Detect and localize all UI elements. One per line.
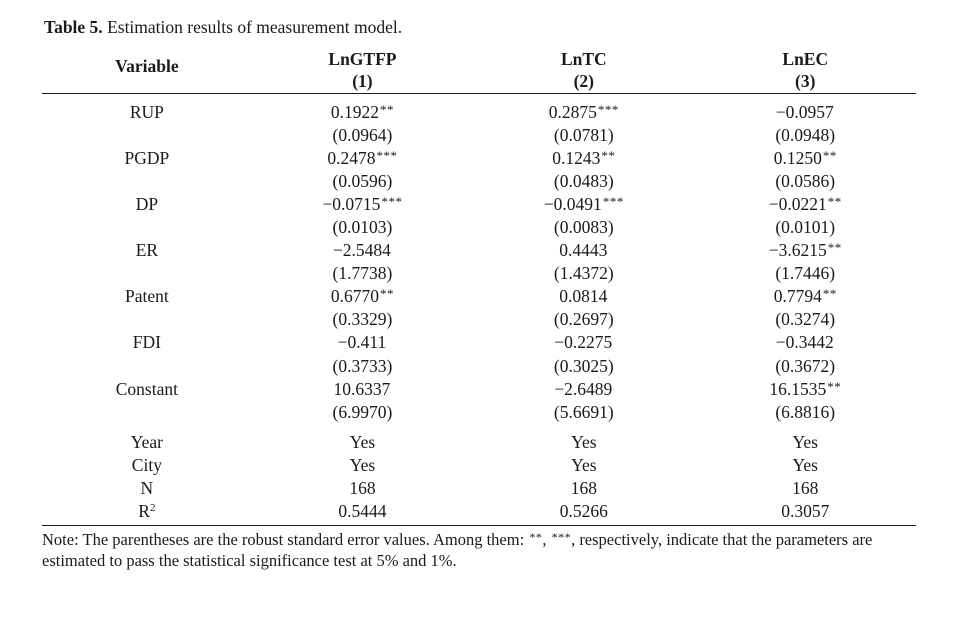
cell-se: (0.3329)	[332, 309, 393, 330]
header-gap-row	[42, 93, 916, 101]
row-variable: Patent	[125, 286, 169, 307]
coef-value: 0.6770	[330, 286, 379, 307]
coef-value: 0.2478	[327, 147, 376, 168]
table-row-summary	[42, 477, 916, 500]
row-variable: PGDP	[124, 147, 170, 168]
cell-se: (0.0103)	[332, 216, 393, 237]
coef-value: 0.2875	[548, 101, 597, 122]
cell-coef	[252, 331, 473, 354]
coef-value: −2.6489	[554, 378, 613, 399]
table-note	[42, 526, 916, 571]
cell-coef	[252, 285, 473, 308]
r-squared-exponent: 2	[149, 502, 156, 515]
table-row-se	[42, 216, 916, 239]
summary-gap-row	[42, 424, 916, 431]
cell-se: (0.3274)	[775, 309, 836, 330]
cell-coef	[473, 147, 694, 170]
cell-value: Yes	[571, 431, 597, 452]
caption-label: Table 5.	[44, 17, 103, 37]
cell-value: 0.5444	[338, 501, 387, 522]
coef-value: −0.0491	[543, 193, 602, 214]
significance-stars: **	[822, 286, 837, 302]
coef-value: 16.1535	[769, 378, 827, 399]
coef-value: −0.3442	[775, 332, 834, 353]
cell-se: (0.0101)	[775, 216, 836, 237]
header-col-3	[695, 49, 917, 93]
significance-stars: **	[827, 193, 842, 209]
table-header	[42, 49, 916, 93]
table-row-se	[42, 170, 916, 193]
table-row-se	[42, 401, 916, 424]
cell-se: (0.0586)	[775, 170, 836, 191]
cell-coef	[473, 193, 694, 216]
cell-coef	[695, 331, 917, 354]
cell-coef	[252, 378, 473, 401]
cell-se: (1.7738)	[332, 263, 393, 284]
table-row	[42, 285, 916, 308]
header-variable: Variable	[115, 56, 179, 77]
header-col-2-name: LnTC	[560, 48, 607, 69]
table-row	[42, 239, 916, 262]
cell-value: Yes	[571, 454, 597, 475]
row-variable-blank	[42, 170, 252, 193]
table-row	[42, 378, 916, 401]
cell-se: (1.4372)	[553, 263, 614, 284]
cell-coef	[473, 285, 694, 308]
cell-se: (6.9970)	[332, 401, 393, 422]
note-lead: Note: The parentheses are the robust standard error values. Among them:	[42, 530, 529, 550]
table-row-summary	[42, 500, 916, 523]
coef-value: −0.2275	[554, 332, 613, 353]
cell-se: (0.0948)	[775, 124, 836, 145]
header-col-2	[473, 49, 694, 93]
cell-coef	[252, 147, 473, 170]
table-row-se	[42, 124, 916, 147]
cell-se: (0.0596)	[332, 170, 393, 191]
cell-value: 168	[570, 478, 597, 498]
cell-coef	[473, 378, 694, 401]
table-row-se	[42, 308, 916, 331]
header-col-3-name: LnEC	[782, 48, 829, 69]
cell-value: Yes	[349, 454, 376, 475]
coef-value: 0.1243	[552, 147, 601, 168]
coef-value: −0.0221	[768, 193, 827, 214]
significance-stars: ***	[597, 101, 619, 117]
significance-stars: ***	[381, 193, 403, 209]
cell-se: (1.7446)	[775, 263, 836, 284]
cell-se: (0.3672)	[775, 355, 836, 376]
cell-coef	[252, 239, 473, 262]
cell-value: 0.5266	[559, 501, 608, 522]
cell-se: (0.0964)	[332, 124, 393, 145]
coef-value: −3.6215	[768, 240, 827, 261]
row-variable-blank	[42, 216, 252, 239]
row-variable: RUP	[129, 101, 164, 122]
significance-stars: **	[822, 147, 837, 163]
row-variable-blank	[42, 308, 252, 331]
table-caption	[44, 16, 916, 39]
header-col-1	[252, 49, 473, 93]
cell-coef	[473, 331, 694, 354]
row-variable-blank	[42, 355, 252, 378]
cell-coef	[473, 239, 694, 262]
row-variable: N	[140, 478, 154, 498]
row-variable: Constant	[115, 378, 178, 399]
caption-text: Estimation results of measurement model.	[102, 17, 403, 37]
table-row-se	[42, 262, 916, 285]
table-top-rule	[42, 49, 916, 93]
coef-value: −0.411	[337, 332, 387, 353]
row-variable: ER	[135, 240, 159, 261]
significance-stars: **	[380, 286, 394, 302]
significance-stars: **	[827, 378, 842, 394]
cell-se: (5.6691)	[553, 401, 614, 422]
header-col-2-number: (2)	[573, 70, 595, 91]
note-star-three: ***	[551, 530, 572, 545]
row-variable: FDI	[132, 332, 161, 353]
cell-value: 0.3057	[781, 501, 830, 522]
table-row-summary	[42, 431, 916, 454]
table-row-se	[42, 355, 916, 378]
note-mid: ,	[542, 530, 551, 550]
cell-coef	[695, 239, 917, 262]
cell-se: (0.0483)	[553, 170, 614, 191]
coef-value: −0.0957	[775, 101, 834, 122]
cell-se: (6.8816)	[775, 401, 836, 422]
cell-se: (0.0781)	[553, 124, 614, 145]
cell-value: 168	[792, 478, 819, 498]
coef-value: 10.6337	[333, 378, 391, 399]
coef-value: −0.0715	[322, 193, 381, 214]
results-table	[42, 49, 916, 523]
cell-value: 168	[349, 478, 376, 498]
cell-se: (0.3025)	[553, 355, 614, 376]
significance-stars: **	[380, 101, 394, 117]
row-variable-blank	[42, 124, 252, 147]
cell-coef	[695, 285, 917, 308]
cell-coef	[252, 101, 473, 124]
cell-value: Yes	[792, 431, 818, 452]
significance-stars: **	[827, 240, 842, 256]
row-variable-blank	[42, 401, 252, 424]
row-variable: Year	[130, 431, 163, 452]
note-star-two: **	[529, 530, 543, 545]
coef-value: 0.7794	[773, 286, 822, 307]
cell-coef	[695, 193, 917, 216]
cell-coef	[695, 101, 917, 124]
header-col-1-name: LnGTFP	[328, 48, 397, 69]
note-tail: , respectively, indicate that the parameters are estimated to pass the statistical significance test at 5% and 1%.	[42, 530, 873, 571]
cell-value: Yes	[349, 431, 376, 452]
table-row	[42, 193, 916, 216]
cell-value: Yes	[792, 454, 818, 475]
cell-coef	[252, 193, 473, 216]
coef-value: 0.1922	[330, 101, 379, 122]
cell-coef	[695, 147, 917, 170]
cell-coef	[695, 378, 917, 401]
cell-se: (0.2697)	[553, 309, 614, 330]
row-variable: City	[131, 454, 162, 475]
header-col-1-number: (1)	[352, 70, 373, 91]
r-squared-base: R	[138, 501, 150, 522]
row-variable-blank	[42, 262, 252, 285]
cell-se: (0.3733)	[332, 355, 393, 376]
header-col-3-number: (3)	[795, 70, 816, 91]
table-row	[42, 147, 916, 170]
table-row	[42, 101, 916, 124]
coef-value: 0.0814	[559, 286, 608, 307]
significance-stars: ***	[602, 193, 624, 209]
coef-value: −2.5484	[332, 240, 391, 261]
cell-se: (0.0083)	[553, 216, 614, 237]
table-row	[42, 331, 916, 354]
coef-value: 0.4443	[559, 240, 608, 261]
row-variable: DP	[135, 193, 159, 214]
cell-coef	[473, 101, 694, 124]
coef-value: 0.1250	[773, 147, 822, 168]
significance-stars: ***	[376, 147, 398, 163]
table-body	[42, 93, 916, 523]
row-variable-r-squared	[42, 500, 252, 523]
significance-stars: **	[601, 147, 616, 163]
table-row-summary	[42, 454, 916, 477]
